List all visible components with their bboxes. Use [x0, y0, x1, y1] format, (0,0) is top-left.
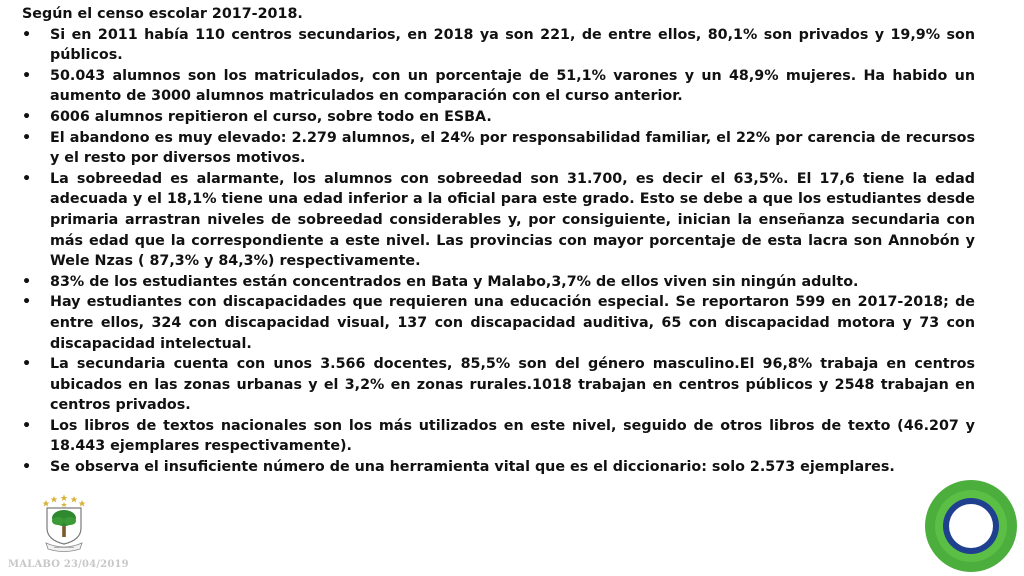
bullet-text: 83% de los estudiantes están concentrados en Bata y Malabo,3,7% de ellos viven sin ningún adulto. [50, 273, 859, 290]
bullet-text: El abandono es muy elevado: 2.279 alumnos, el 24% por responsabilidad familiar, el 22% por carencia de recursos y el resto por diversos motivos. [50, 129, 975, 167]
bullet-item [22, 169, 975, 272]
bullet-item [22, 107, 975, 128]
coat-of-arms-icon [40, 494, 88, 552]
bullet-item [22, 128, 975, 169]
bullet-text: Si en 2011 había 110 centros secundarios, en 2018 ya son 221, de entre ellos, 80,1% son privados y 19,9% son públicos. [50, 26, 975, 64]
bullet-item [22, 354, 975, 416]
bullet-text: La secundaria cuenta con unos 3.566 docentes, 85,5% son del género masculino.El 96,8% trabaja en centros ubicados en las zonas urbanas y el 3,2% en zonas rurales.1018 trabajan en centros públicos y 2548 trabajan en centros privados. [50, 356, 975, 414]
bullet-text: Se observa el insuficiente número de una herramienta vital que es el diccionario: solo 2.573 ejemplares. [50, 459, 895, 476]
bullet-marker: • [22, 356, 32, 373]
bullet-text: Los libros de textos nacionales son los más utilizados en este nivel, seguido de otros libros de texto (46.207 y 18.443 ejemplares respectivamente). [50, 417, 975, 455]
bullet-marker: • [22, 108, 32, 125]
bullet-item [22, 272, 975, 293]
bullet-text: 6006 alumnos repitieron el curso, sobre todo en ESBA. [50, 108, 492, 125]
slide-content [22, 4, 975, 478]
bullet-text: 50.043 alumnos son los matriculados, con un porcentaje de 51,1% varones y un 48,9% mujeres. Ha habido un aumento de 3000 alumnos matriculados en comparación con el curso anterior. [50, 67, 975, 105]
intro-heading: Según el censo escolar 2017-2018. [22, 6, 303, 22]
footer-date: MALABO 23/04/2019 [8, 559, 129, 570]
bullet-marker: • [22, 273, 32, 290]
bullet-marker: • [22, 170, 32, 187]
emblem-stars [43, 495, 86, 508]
bullet-item [22, 416, 975, 457]
bullet-marker: • [22, 67, 32, 84]
bullet-marker: • [22, 417, 32, 434]
bullet-marker: • [22, 26, 32, 43]
bullet-item [22, 292, 975, 354]
ring-logo-icon [923, 478, 1019, 574]
bullet-text: Hay estudiantes con discapacidades que requieren una educación especial. Se reportaron 599 en 2017-2018; de entre ellos, 324 con discapacidad visual, 137 con discapacidad auditiva, 65 con discapacidad motora y 73 con discapacidad intelectual. [50, 294, 975, 352]
bullet-text: La sobreedad es alarmante, los alumnos con sobreedad son 31.700, es decir el 63,5%. El 17,6 tiene la edad adecuada y el 18,1% tiene una edad inferior a la oficial para este grado. Esto se debe a que los estudiantes desde primaria arrastran niveles de sobreedad considerables y, por consiguiente, inician la enseñanza secundaria con más edad que la correspondiente a este nivel. Las provincias con mayor porcentaje de esta lacra son Annobón y Wele Nzas ( 87,3% y 84,3%) respectivamente. [50, 170, 975, 270]
bullet-item [22, 66, 975, 107]
bullet-item [22, 25, 975, 66]
bullet-marker: • [22, 129, 32, 146]
bullet-list [22, 25, 975, 478]
bullet-marker: • [22, 294, 32, 311]
bullet-marker: • [22, 459, 32, 476]
bullet-item [22, 457, 975, 478]
